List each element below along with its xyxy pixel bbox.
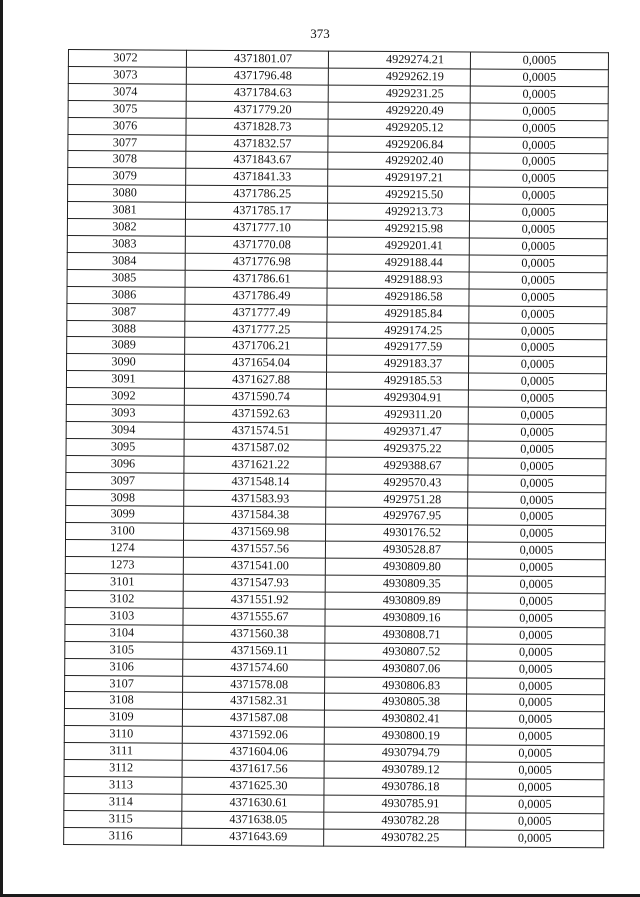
value-cell: 0,0005 [467, 644, 605, 662]
point-number-cell: 3082 [67, 219, 185, 237]
y-coordinate-cell: 4930786.18 [324, 778, 466, 796]
x-coordinate-cell: 4371541.00 [183, 557, 325, 575]
y-coordinate-cell: 4930782.28 [324, 812, 466, 830]
value-cell: 0,0005 [469, 306, 607, 324]
value-cell: 0,0005 [468, 373, 606, 391]
x-coordinate-cell: 4371587.08 [182, 710, 324, 728]
y-coordinate-cell: 4929311.20 [326, 406, 468, 424]
value-cell: 0,0005 [466, 762, 604, 780]
y-coordinate-cell: 4929751.28 [326, 491, 468, 509]
x-coordinate-cell: 4371770.08 [185, 236, 327, 254]
point-number-cell: 3076 [68, 117, 186, 135]
y-coordinate-cell: 4930800.19 [324, 727, 466, 745]
point-number-cell: 3084 [67, 252, 185, 270]
x-coordinate-cell: 4371786.25 [186, 185, 328, 203]
point-number-cell: 3087 [67, 303, 185, 321]
value-cell: 0,0005 [469, 221, 607, 239]
x-coordinate-cell: 4371551.92 [183, 591, 325, 609]
x-coordinate-cell: 4371786.49 [185, 287, 327, 305]
point-number-cell: 3107 [65, 675, 183, 693]
point-number-cell: 3079 [68, 168, 186, 186]
x-coordinate-cell: 4371777.25 [185, 321, 327, 339]
y-coordinate-cell: 4929274.21 [328, 51, 470, 69]
x-coordinate-cell: 4371587.02 [184, 439, 326, 457]
value-cell: 0,0005 [468, 508, 606, 526]
value-cell: 0,0005 [468, 458, 606, 476]
y-coordinate-cell: 4929215.50 [328, 186, 470, 204]
value-cell: 0,0005 [468, 390, 606, 408]
value-cell: 0,0005 [466, 779, 604, 797]
y-coordinate-cell: 4929375.22 [326, 440, 468, 458]
y-coordinate-cell: 4929201.41 [327, 237, 469, 255]
point-number-cell: 3100 [66, 523, 184, 541]
value-cell: 0,0005 [469, 289, 607, 307]
y-coordinate-cell: 4929188.44 [327, 254, 469, 272]
y-coordinate-cell: 4929188.93 [327, 271, 469, 289]
value-cell: 0,0005 [468, 475, 606, 493]
y-coordinate-cell: 4929206.84 [328, 136, 470, 154]
point-number-cell: 3111 [64, 743, 182, 761]
point-number-cell: 3112 [64, 760, 182, 778]
x-coordinate-cell: 4371777.49 [185, 304, 327, 322]
x-coordinate-cell: 4371555.67 [183, 608, 325, 626]
point-number-cell: 3114 [64, 793, 182, 811]
x-coordinate-cell: 4371776.98 [185, 253, 327, 271]
point-number-cell: 3090 [67, 354, 185, 372]
y-coordinate-cell: 4929767.95 [326, 508, 468, 526]
value-cell: 0,0005 [470, 136, 608, 154]
y-coordinate-cell: 4929174.25 [327, 322, 469, 340]
x-coordinate-cell: 4371643.69 [182, 828, 324, 846]
point-number-cell: 3088 [67, 320, 185, 338]
x-coordinate-cell: 4371582.31 [182, 693, 324, 711]
value-cell: 0,0005 [468, 492, 606, 510]
x-coordinate-cell: 4371801.07 [186, 50, 328, 68]
point-number-cell: 3092 [66, 388, 184, 406]
y-coordinate-cell: 4929197.21 [328, 169, 470, 187]
x-coordinate-cell: 4371841.33 [186, 169, 328, 187]
value-cell: 0,0005 [469, 356, 607, 374]
x-coordinate-cell: 4371569.11 [183, 642, 325, 660]
y-coordinate-cell: 4929570.43 [326, 474, 468, 492]
point-number-cell: 3098 [66, 489, 184, 507]
value-cell: 0,0005 [469, 322, 607, 340]
x-coordinate-cell: 4371796.48 [186, 67, 328, 85]
y-coordinate-cell: 4930176.52 [325, 524, 467, 542]
value-cell: 0,0005 [466, 745, 604, 763]
y-coordinate-cell: 4929202.40 [328, 153, 470, 171]
y-coordinate-cell: 4930782.25 [324, 829, 466, 847]
value-cell: 0,0005 [469, 339, 607, 357]
x-coordinate-cell: 4371784.63 [186, 84, 328, 102]
point-number-cell: 3105 [65, 641, 183, 659]
y-coordinate-cell: 4929185.84 [327, 305, 469, 323]
y-coordinate-cell: 4929186.58 [327, 288, 469, 306]
x-coordinate-cell: 4371621.22 [184, 456, 326, 474]
x-coordinate-cell: 4371638.05 [182, 811, 324, 829]
point-number-cell: 3096 [66, 455, 184, 473]
point-number-cell: 3080 [68, 185, 186, 203]
point-number-cell: 3072 [68, 50, 186, 68]
scan-edge-left [0, 0, 3, 897]
y-coordinate-cell: 4930809.89 [325, 592, 467, 610]
coordinates-table [63, 49, 609, 848]
y-coordinate-cell: 4929183.37 [327, 355, 469, 373]
point-number-cell: 3109 [64, 709, 182, 727]
x-coordinate-cell: 4371560.38 [183, 625, 325, 643]
y-coordinate-cell: 4929205.12 [328, 119, 470, 137]
point-number-cell: 3073 [68, 66, 186, 84]
x-coordinate-cell: 4371630.61 [182, 794, 324, 812]
x-coordinate-cell: 4371828.73 [186, 118, 328, 136]
y-coordinate-cell: 4929231.25 [328, 85, 470, 103]
value-cell: 0,0005 [470, 153, 608, 171]
x-coordinate-cell: 4371779.20 [186, 101, 328, 119]
value-cell: 0,0005 [466, 796, 604, 814]
x-coordinate-cell: 4371590.74 [184, 388, 326, 406]
x-coordinate-cell: 4371592.63 [184, 405, 326, 423]
point-number-cell: 3085 [67, 269, 185, 287]
value-cell: 0,0005 [470, 120, 608, 138]
x-coordinate-cell: 4371604.06 [182, 743, 324, 761]
y-coordinate-cell: 4930528.87 [325, 541, 467, 559]
y-coordinate-cell: 4929304.91 [326, 389, 468, 407]
y-coordinate-cell: 4929388.67 [326, 457, 468, 475]
y-coordinate-cell: 4930809.16 [325, 609, 467, 627]
x-coordinate-cell: 4371592.06 [182, 726, 324, 744]
value-cell: 0,0005 [467, 542, 605, 560]
y-coordinate-cell: 4929371.47 [326, 423, 468, 441]
value-cell: 0,0005 [467, 610, 605, 628]
value-cell: 0,0005 [469, 255, 607, 273]
point-number-cell: 1273 [65, 557, 183, 575]
value-cell: 0,0005 [467, 627, 605, 645]
point-number-cell: 3089 [67, 337, 185, 355]
point-number-cell: 3110 [64, 726, 182, 744]
point-number-cell: 3081 [67, 202, 185, 220]
value-cell: 0,0005 [468, 441, 606, 459]
y-coordinate-cell: 4930806.83 [325, 677, 467, 695]
y-coordinate-cell: 4929185.53 [326, 372, 468, 390]
point-number-cell: 3101 [65, 574, 183, 592]
point-number-cell: 3115 [64, 810, 182, 828]
value-cell: 0,0005 [469, 238, 607, 256]
x-coordinate-cell: 4371706.21 [185, 338, 327, 356]
value-cell: 0,0005 [470, 86, 608, 104]
x-coordinate-cell: 4371574.60 [183, 659, 325, 677]
value-cell: 0,0005 [468, 424, 606, 442]
x-coordinate-cell: 4371777.10 [185, 219, 327, 237]
point-number-cell: 3095 [66, 438, 184, 456]
y-coordinate-cell: 4930794.79 [324, 744, 466, 762]
table-row [64, 827, 604, 847]
point-number-cell: 3106 [65, 658, 183, 676]
value-cell: 0,0005 [468, 407, 606, 425]
y-coordinate-cell: 4930809.80 [325, 558, 467, 576]
x-coordinate-cell: 4371786.61 [185, 270, 327, 288]
y-coordinate-cell: 4929262.19 [328, 68, 470, 86]
y-coordinate-cell: 4930785.91 [324, 795, 466, 813]
value-cell: 0,0005 [466, 711, 604, 729]
value-cell: 0,0005 [466, 694, 604, 712]
y-coordinate-cell: 4930807.06 [325, 660, 467, 678]
point-number-cell: 3077 [68, 134, 186, 152]
point-number-cell: 3103 [65, 607, 183, 625]
point-number-cell: 3104 [65, 624, 183, 642]
x-coordinate-cell: 4371548.14 [184, 473, 326, 491]
coordinates-table-body [64, 50, 609, 848]
value-cell: 0,0005 [467, 559, 605, 577]
point-number-cell: 3097 [66, 472, 184, 490]
y-coordinate-cell: 4929177.59 [327, 338, 469, 356]
point-number-cell: 3102 [65, 590, 183, 608]
y-coordinate-cell: 4929213.73 [327, 203, 469, 221]
x-coordinate-cell: 4371625.30 [182, 777, 324, 795]
value-cell: 0,0005 [470, 69, 608, 87]
y-coordinate-cell: 4930789.12 [324, 761, 466, 779]
value-cell: 0,0005 [467, 661, 605, 679]
value-cell: 0,0005 [466, 830, 604, 848]
value-cell: 0,0005 [469, 204, 607, 222]
coordinates-table-wrapper [63, 49, 608, 848]
x-coordinate-cell: 4371574.51 [184, 422, 326, 440]
x-coordinate-cell: 4371843.67 [186, 152, 328, 170]
value-cell: 0,0005 [470, 52, 608, 70]
point-number-cell: 3116 [64, 827, 182, 845]
value-cell: 0,0005 [466, 728, 604, 746]
point-number-cell: 3094 [66, 421, 184, 439]
page-number: 373 [310, 26, 330, 41]
value-cell: 0,0005 [466, 813, 604, 831]
point-number-cell: 3078 [68, 151, 186, 169]
point-number-cell: 3113 [64, 776, 182, 794]
x-coordinate-cell: 4371832.57 [186, 135, 328, 153]
x-coordinate-cell: 4371584.38 [184, 507, 326, 525]
point-number-cell: 3075 [68, 100, 186, 118]
point-number-cell: 3091 [66, 371, 184, 389]
point-number-cell: 3083 [67, 235, 185, 253]
x-coordinate-cell: 4371785.17 [185, 202, 327, 220]
y-coordinate-cell: 4930809.35 [325, 575, 467, 593]
value-cell: 0,0005 [467, 593, 605, 611]
y-coordinate-cell: 4929215.98 [327, 220, 469, 238]
point-number-cell: 3074 [68, 83, 186, 101]
point-number-cell: 3099 [66, 506, 184, 524]
y-coordinate-cell: 4930805.38 [324, 694, 466, 712]
value-cell: 0,0005 [467, 525, 605, 543]
x-coordinate-cell: 4371547.93 [183, 574, 325, 592]
point-number-cell: 3086 [67, 286, 185, 304]
point-number-cell: 3093 [66, 405, 184, 423]
point-number-cell: 1274 [65, 540, 183, 558]
x-coordinate-cell: 4371583.93 [184, 490, 326, 508]
point-number-cell: 3108 [64, 692, 182, 710]
x-coordinate-cell: 4371557.56 [183, 540, 325, 558]
x-coordinate-cell: 4371569.98 [183, 524, 325, 542]
value-cell: 0,0005 [470, 187, 608, 205]
value-cell: 0,0005 [470, 170, 608, 188]
y-coordinate-cell: 4930802.41 [324, 710, 466, 728]
x-coordinate-cell: 4371627.88 [184, 371, 326, 389]
x-coordinate-cell: 4371578.08 [183, 676, 325, 694]
value-cell: 0,0005 [470, 103, 608, 121]
y-coordinate-cell: 4929220.49 [328, 102, 470, 120]
value-cell: 0,0005 [467, 677, 605, 695]
value-cell: 0,0005 [467, 576, 605, 594]
x-coordinate-cell: 4371654.04 [185, 355, 327, 373]
y-coordinate-cell: 4930807.52 [325, 643, 467, 661]
y-coordinate-cell: 4930808.71 [325, 626, 467, 644]
value-cell: 0,0005 [469, 272, 607, 290]
x-coordinate-cell: 4371617.56 [182, 760, 324, 778]
